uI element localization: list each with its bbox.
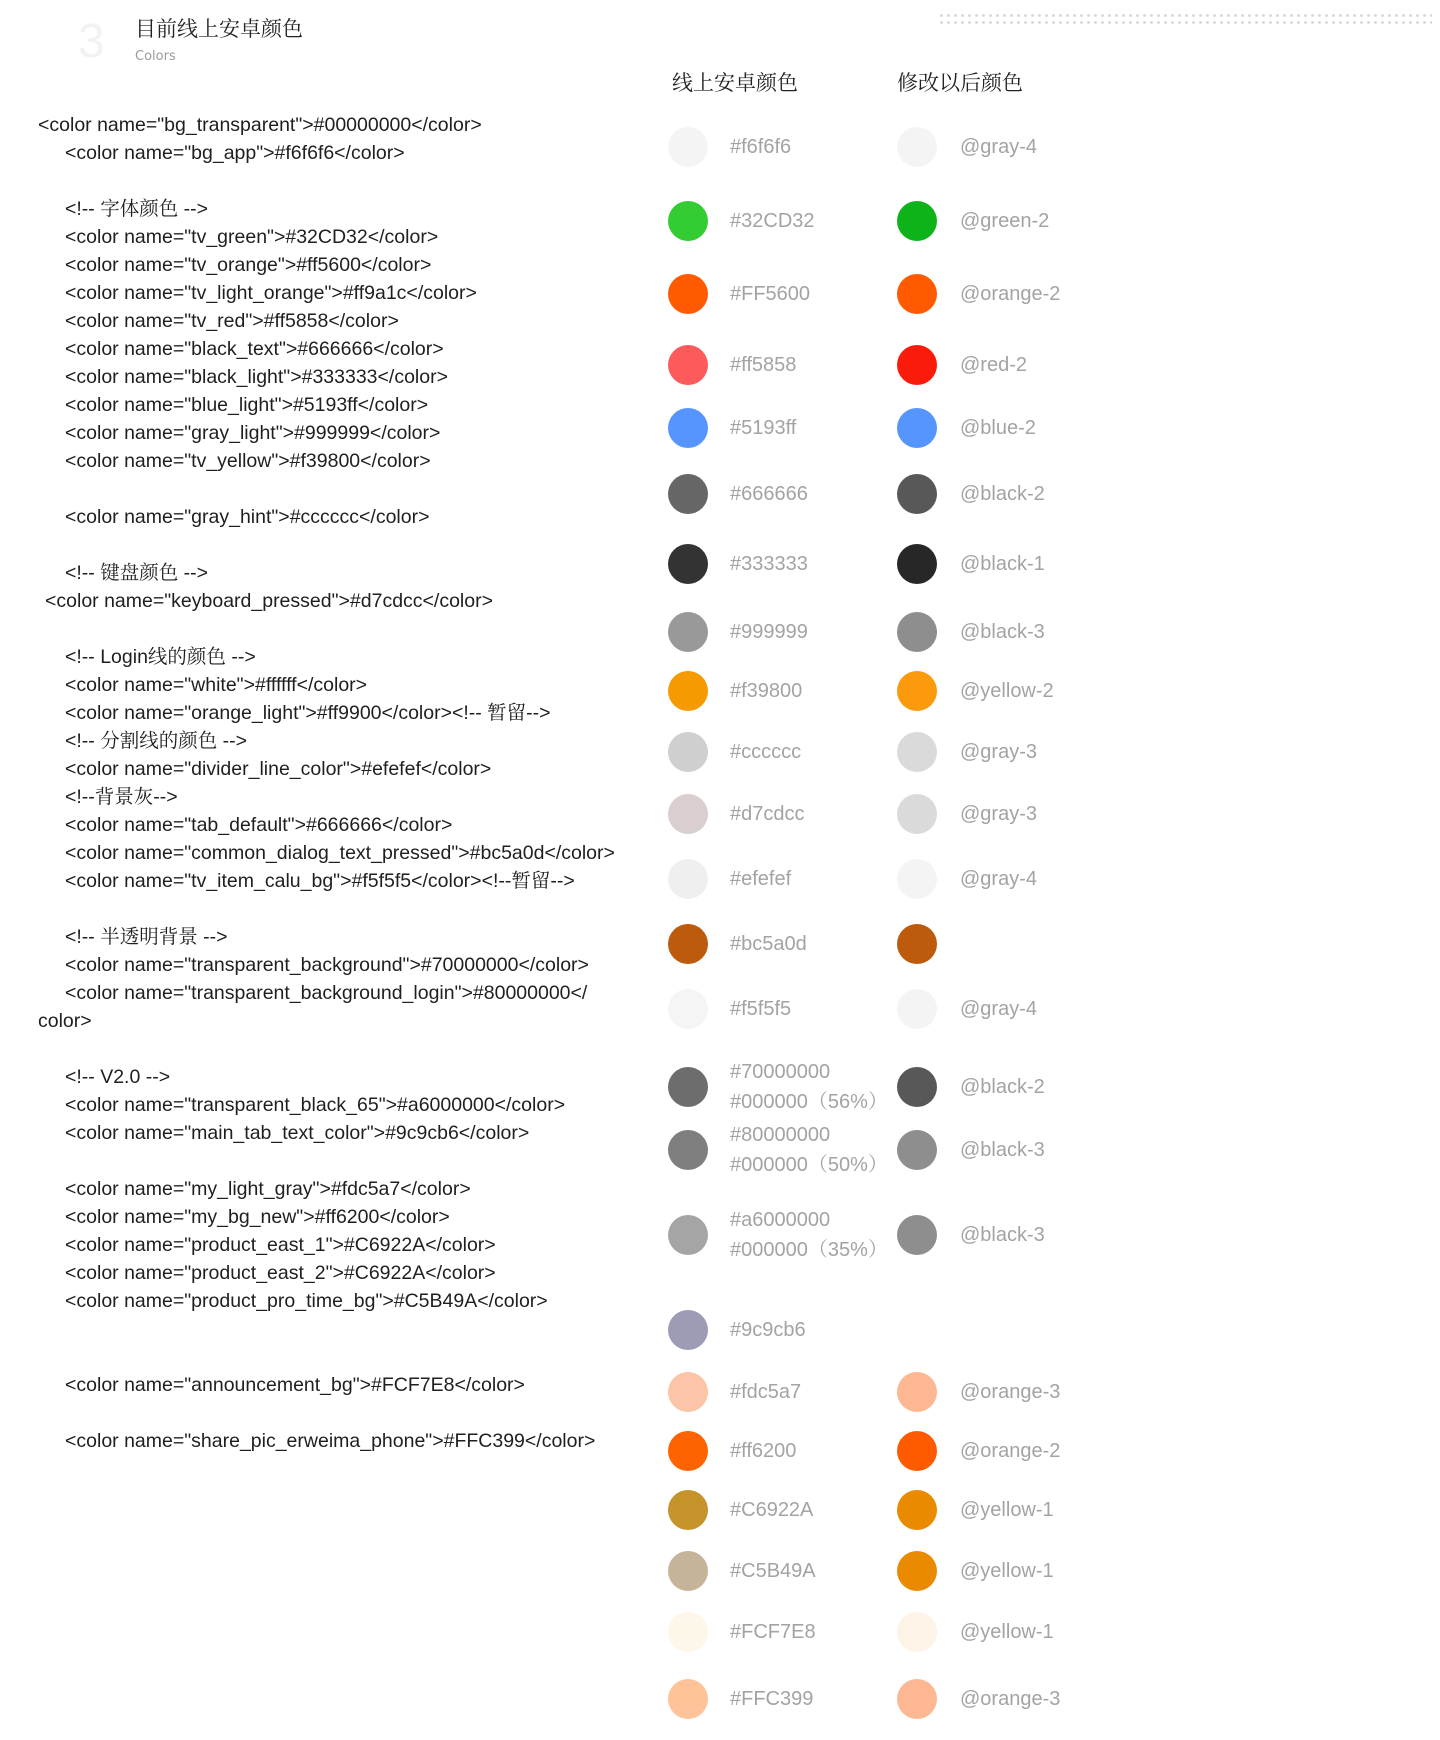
code-line: <color name="tv_yellow">#f39800</color> [65, 450, 431, 472]
code-line: <!-- V2.0 --> [65, 1066, 171, 1088]
modified-color-token: @green-2 [960, 210, 1050, 232]
online-color-swatch [668, 1490, 708, 1530]
swatch-row [0, 454, 1440, 534]
modified-color-token: @orange-3 [960, 1381, 1061, 1403]
code-line: <!-- 半透明背景 --> [65, 926, 228, 948]
modified-color-swatch [897, 408, 937, 448]
online-color-value: #FF5600 [730, 283, 811, 305]
online-color-value: #a6000000 [730, 1209, 831, 1231]
swatch-row [0, 107, 1440, 187]
modified-color-swatch [897, 201, 937, 241]
online-color-swatch [668, 671, 708, 711]
online-color-swatch [668, 544, 708, 584]
code-line: <color name="blue_light">#5193ff</color> [65, 394, 429, 416]
modified-color-token: @gray-3 [960, 741, 1037, 763]
code-line: <!-- Login线的颜色 --> [65, 646, 256, 668]
modified-color-token: @yellow-1 [960, 1560, 1054, 1582]
modified-color-swatch [897, 671, 937, 711]
modified-color-swatch [897, 989, 937, 1029]
online-color-swatch [668, 201, 708, 241]
modified-color-swatch [897, 1679, 937, 1719]
code-line: <!-- 键盘颜色 --> [65, 562, 209, 584]
modified-color-swatch [897, 1431, 937, 1471]
online-color-value: #cccccc [730, 741, 802, 763]
online-color-swatch [668, 924, 708, 964]
code-line: <color name="tv_red">#ff5858</color> [65, 310, 399, 332]
online-color-rgba-note: #000000（35%） [730, 1239, 888, 1261]
code-line: <color name="bg_app">#f6f6f6</color> [65, 142, 405, 164]
modified-color-swatch [897, 1612, 937, 1652]
code-line: <color name="divider_line_color">#efefef</color> [65, 758, 492, 780]
modified-color-swatch [897, 794, 937, 834]
section-number: 3 [78, 15, 105, 68]
online-color-value: #FFC399 [730, 1688, 814, 1710]
modified-color-token: @blue-2 [960, 417, 1036, 439]
swatch-row [0, 254, 1440, 334]
online-color-value: #ff5858 [730, 354, 797, 376]
modified-color-swatch [897, 859, 937, 899]
code-line: <!-- 分割线的颜色 --> [65, 730, 248, 752]
online-color-value: #f6f6f6 [730, 136, 792, 158]
online-color-value: #C5B49A [730, 1560, 816, 1582]
online-color-swatch [668, 1130, 708, 1170]
modified-color-swatch [897, 1372, 937, 1412]
code-line: <color name="tv_green">#32CD32</color> [65, 226, 439, 248]
modified-color-token: @black-1 [960, 553, 1045, 575]
code-line: <color name="gray_hint">#cccccc</color> [65, 506, 430, 528]
modified-color-swatch [897, 612, 937, 652]
modified-color-token: @orange-2 [960, 283, 1061, 305]
modified-color-token: @gray-3 [960, 803, 1037, 825]
online-color-value: #fdc5a7 [730, 1381, 802, 1403]
online-color-swatch [668, 1215, 708, 1255]
code-line: <color name="share_pic_erweima_phone">#FFC399</color> [65, 1430, 596, 1452]
online-color-swatch [668, 408, 708, 448]
online-color-swatch [668, 859, 708, 899]
modified-color-swatch [897, 345, 937, 385]
online-color-value: #70000000 [730, 1061, 831, 1083]
online-color-swatch [668, 612, 708, 652]
online-color-value: #80000000 [730, 1124, 831, 1146]
online-color-value: #333333 [730, 553, 808, 575]
online-color-swatch [668, 1431, 708, 1471]
code-line: <color name="keyboard_pressed">#d7cdcc</color> [45, 590, 493, 612]
online-color-value: #d7cdcc [730, 803, 805, 825]
online-color-swatch [668, 474, 708, 514]
modified-color-token: @gray-4 [960, 868, 1037, 890]
code-line: <!--背景灰--> [65, 786, 178, 808]
online-color-value: #bc5a0d [730, 933, 807, 955]
online-color-value: #C6922A [730, 1499, 814, 1521]
swatch-row [0, 969, 1440, 1049]
code-line: <color name="bg_transparent">#00000000</color> [38, 114, 482, 136]
code-line: <color name="transparent_background">#70000000</color> [65, 954, 589, 976]
code-line: <color name="tv_light_orange">#ff9a1c</color> [65, 282, 477, 304]
swatch-row [0, 1195, 1440, 1275]
online-color-swatch [668, 1372, 708, 1412]
modified-color-token: @black-3 [960, 1224, 1045, 1246]
modified-color-token: @gray-4 [960, 136, 1037, 158]
online-color-swatch [668, 732, 708, 772]
online-color-value: #9c9cb6 [730, 1319, 806, 1341]
online-color-swatch [668, 794, 708, 834]
online-color-swatch [668, 1067, 708, 1107]
code-line: <color name="black_light">#333333</color> [65, 366, 448, 388]
swatch-row [0, 181, 1440, 261]
online-color-swatch [668, 345, 708, 385]
online-color-swatch [668, 1679, 708, 1719]
code-line: <color name="tab_default">#666666</color> [65, 814, 453, 836]
code-line: <color name="orange_light">#ff9900</color><!-- 暂留--> [65, 702, 551, 724]
online-color-value: #f5f5f5 [730, 998, 792, 1020]
swatch-row [0, 1659, 1440, 1739]
online-color-swatch [668, 274, 708, 314]
column-header-online: 线上安卓颜色 [672, 71, 798, 95]
online-color-swatch [668, 989, 708, 1029]
online-color-value: #f39800 [730, 680, 803, 702]
online-color-value: #999999 [730, 621, 808, 643]
online-color-swatch [668, 1310, 708, 1350]
modified-color-swatch [897, 474, 937, 514]
swatch-row [0, 1110, 1440, 1190]
modified-color-token: @orange-3 [960, 1688, 1061, 1710]
modified-color-token: @orange-2 [960, 1440, 1061, 1462]
page-subtitle: Colors [135, 49, 176, 64]
online-color-value: #ff6200 [730, 1440, 797, 1462]
modified-color-token: @yellow-1 [960, 1499, 1054, 1521]
code-line: <color name="black_text">#666666</color> [65, 338, 444, 360]
online-color-value: #efefef [730, 868, 792, 890]
modified-color-swatch [897, 1490, 937, 1530]
online-color-value: #666666 [730, 483, 808, 505]
online-color-value: #32CD32 [730, 210, 815, 232]
modified-color-swatch [897, 127, 937, 167]
modified-color-swatch [897, 1215, 937, 1255]
online-color-value: #FCF7E8 [730, 1621, 816, 1643]
code-line: <color name="product_pro_time_bg">#C5B49A</color> [65, 1290, 548, 1312]
online-color-swatch [668, 1551, 708, 1591]
modified-color-swatch [897, 1067, 937, 1107]
modified-color-token: @red-2 [960, 354, 1027, 376]
modified-color-swatch [897, 274, 937, 314]
code-line: <color name="tv_orange">#ff5600</color> [65, 254, 432, 276]
modified-color-token: @black-3 [960, 621, 1045, 643]
modified-color-token: @black-2 [960, 1076, 1045, 1098]
code-line: <color name="my_light_gray">#fdc5a7</color> [65, 1178, 471, 1200]
code-line: <color name="gray_light">#999999</color> [65, 422, 441, 444]
column-header-modified: 修改以后颜色 [897, 71, 1023, 95]
code-line: <color name="tv_item_calu_bg">#f5f5f5</color><!--暂留--> [65, 870, 575, 892]
code-line: color> [38, 1010, 92, 1032]
modified-color-swatch [897, 732, 937, 772]
online-color-value: #5193ff [730, 417, 797, 439]
modified-color-swatch [897, 924, 937, 964]
online-color-rgba-note: #000000（50%） [730, 1154, 888, 1176]
code-line: <color name="product_east_1">#C6922A</color> [65, 1234, 496, 1256]
online-color-swatch [668, 127, 708, 167]
online-color-swatch [668, 1612, 708, 1652]
modified-color-swatch [897, 1551, 937, 1591]
code-line: <color name="my_bg_new">#ff6200</color> [65, 1206, 450, 1228]
online-color-rgba-note: #000000（56%） [730, 1091, 888, 1113]
modified-color-swatch [897, 544, 937, 584]
code-line: <color name="product_east_2">#C6922A</color> [65, 1262, 496, 1284]
modified-color-token: @black-3 [960, 1139, 1045, 1161]
code-line: <color name="common_dialog_text_pressed">#bc5a0d</color> [65, 842, 615, 864]
modified-color-token: @black-2 [960, 483, 1045, 505]
code-line: <color name="announcement_bg">#FCF7E8</color> [65, 1374, 525, 1396]
page-title: 目前线上安卓颜色 [135, 17, 303, 41]
code-line: <color name="main_tab_text_color">#9c9cb6</color> [65, 1122, 530, 1144]
code-line: <color name="transparent_background_login">#80000000</ [65, 982, 588, 1004]
modified-color-swatch [897, 1130, 937, 1170]
code-line: <color name="white">#ffffff</color> [65, 674, 368, 696]
code-line: <!-- 字体颜色 --> [65, 198, 209, 220]
modified-color-token: @yellow-1 [960, 1621, 1054, 1643]
modified-color-token: @yellow-2 [960, 680, 1054, 702]
code-line: <color name="transparent_black_65">#a6000000</color> [65, 1094, 566, 1116]
modified-color-token: @gray-4 [960, 998, 1037, 1020]
